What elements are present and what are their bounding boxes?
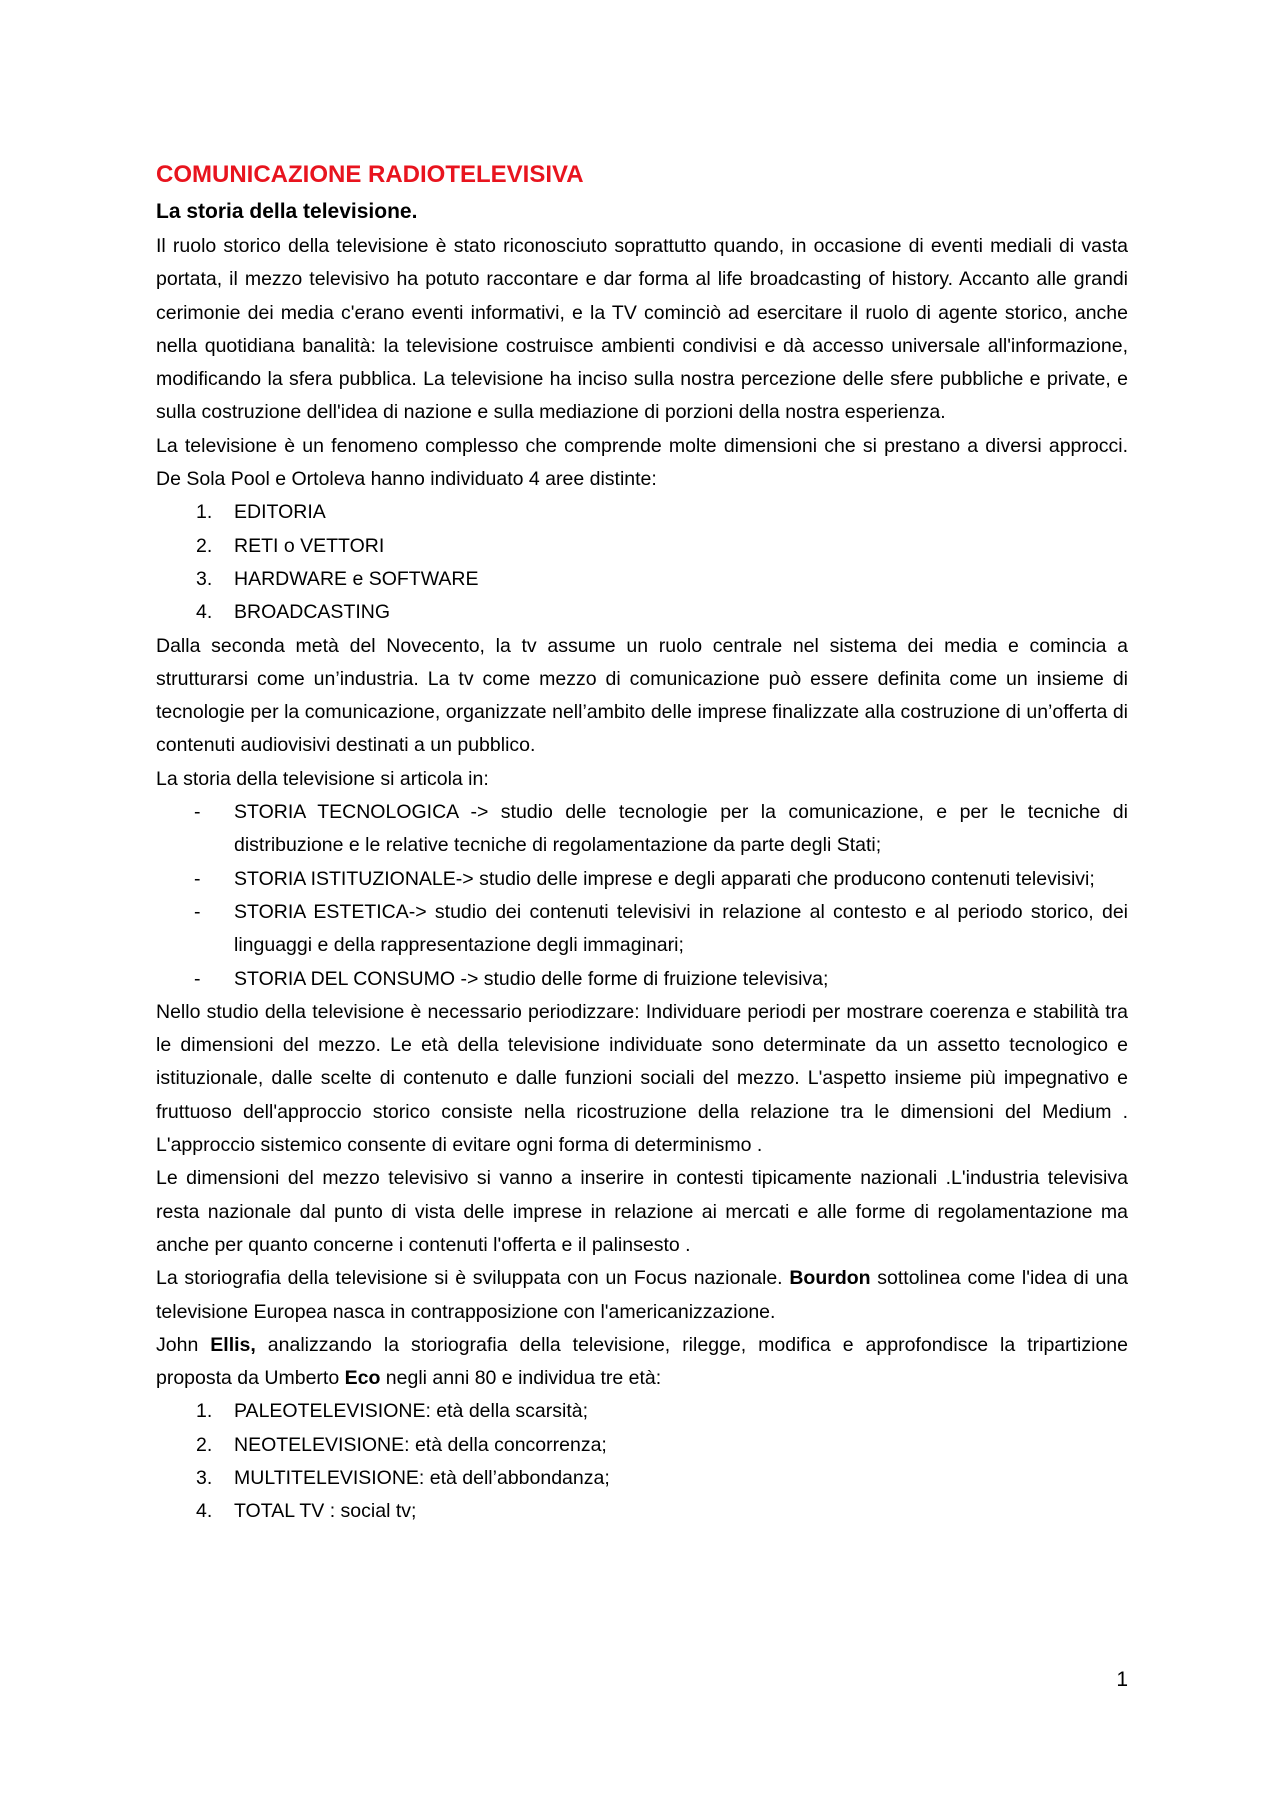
text-run: John	[156, 1333, 211, 1356]
list-item-text: STORIA ESTETICA-> studio dei contenuti televisivi in relazione al contesto e al periodo storico, dei linguaggi e della rappresentazione degli immaginari;	[234, 900, 1128, 957]
author-name-ellis: Ellis,	[210, 1333, 256, 1356]
paragraph-intro: Il ruolo storico della televisione è stato riconosciuto soprattutto quando, in occasione di eventi mediali di vasta portata, il mezzo televisivo ha potuto raccontare e dar forma al life broadcasting of history. Accanto alle grandi cerimonie dei media c'erano eventi informativi, e la TV cominciò ad esercitare il ruolo di agente storico, anche nella quotidiana banalità: la televisione costruisce ambienti condivisi e dà accesso universale all'informazione, modificando la sfera pubblica. La televisione ha inciso sulla nostra percezione delle sfere pubbliche e private, e sulla costruzione dell'idea di nazione e sulla mediazione di porzioni della nostra esperienza.	[156, 235, 1128, 424]
author-name-eco: Eco	[344, 1367, 381, 1390]
section-heading: La storia della televisione.	[156, 200, 418, 223]
list-item	[156, 596, 1128, 629]
list-item-text: HARDWARE e SOFTWARE	[234, 567, 479, 590]
list-dash: -	[194, 900, 201, 923]
author-name-bourdon: Bourdon	[789, 1267, 871, 1290]
list-item	[156, 496, 1128, 529]
paragraph-areas-intro: La televisione è un fenomeno complesso che comprende molte dimensioni che si prestano a diversi approcci. De Sola Pool e Ortoleva hanno individuato 4 aree distinte:	[156, 434, 1128, 491]
list-item-text: RETI o VETTORI	[234, 534, 385, 557]
paragraph-industry: Dalla seconda metà del Novecento, la tv assume un ruolo centrale nel sistema dei media e comincia a strutturarsi come un’industria. La tv come mezzo di comunicazione può essere definita come un insieme di tecnologie per la comunicazione, organizzate nell’ambito delle imprese finalizzate alla costruzione di un’offerta di contenuti audiovisivi destinati a un pubblico.	[156, 634, 1128, 757]
paragraph-periodization: Nello studio della televisione è necessario periodizzare: Individuare periodi per mostrare coerenza e stabilità tra le dimensioni del mezzo. Le età della televisione individuate sono determinate da un assetto tecnologico e istituzionale, dalle scelte di contenuto e dalle funzioni sociali del mezzo. L'aspetto insieme più impegnativo e fruttuoso dell'approccio storico consiste nella ricostruzione della relazione tra le dimensioni del Medium . L'approccio sistemico consente di evitare ogni forma di determinismo .	[156, 1000, 1128, 1157]
list-item-text: TOTAL TV : social tv;	[234, 1500, 417, 1523]
list-item-text: STORIA ISTITUZIONALE-> studio delle imprese e degli apparati che producono contenuti televisivi;	[234, 867, 1095, 890]
list-item-text: EDITORIA	[234, 501, 326, 524]
list-number: 4.	[196, 1500, 213, 1523]
ages-list	[156, 1395, 1128, 1528]
list-item	[156, 896, 1128, 963]
text-run: sottolinea come l'idea di una televisione Europea nasca in contrapposizione con l'americanizzazione.	[156, 1267, 1128, 1323]
list-dash: -	[194, 867, 201, 890]
list-item	[156, 963, 1128, 996]
list-item	[156, 1395, 1128, 1428]
text-run: La storiografia della televisione si è sviluppata con un Focus nazionale.	[156, 1267, 790, 1290]
list-number: 2.	[196, 534, 213, 557]
document-title: COMUNICAZIONE RADIOTELEVISIVA	[156, 161, 584, 188]
list-number: 3.	[196, 1466, 213, 1489]
list-number: 3.	[196, 567, 213, 590]
document-body	[156, 156, 1128, 1529]
paragraph-history-intro: La storia della televisione si articola in:	[156, 767, 489, 790]
page-number: 1	[1116, 1668, 1128, 1691]
list-number: 2.	[196, 1433, 213, 1456]
histories-list	[156, 796, 1128, 996]
list-item-text: STORIA DEL CONSUMO -> studio delle forme di fruizione televisiva;	[234, 967, 829, 990]
list-item	[156, 796, 1128, 863]
paragraph-national: Le dimensioni del mezzo televisivo si vanno a inserire in contesti tipicamente nazionali .L'industria televisiva resta nazionale dal punto di vista delle imprese in relazione ai mercati e alle forme di regolamentazione ma anche per quanto concerne i contenuti l'offerta e il palinsesto .	[156, 1167, 1128, 1256]
list-item	[156, 530, 1128, 563]
areas-list	[156, 496, 1128, 629]
list-item	[156, 563, 1128, 596]
list-item	[156, 1462, 1128, 1495]
list-item-text: PALEOTELEVISIONE: età della scarsità;	[234, 1400, 589, 1423]
list-dash: -	[194, 801, 201, 824]
paragraph-ellis	[156, 1329, 1128, 1396]
list-item-text: BROADCASTING	[234, 601, 391, 624]
text-run: negli anni 80 e individua tre età:	[380, 1367, 662, 1390]
list-item	[156, 1429, 1128, 1462]
paragraph-bourdon	[156, 1262, 1128, 1329]
list-item	[156, 1495, 1128, 1528]
list-item	[156, 863, 1128, 896]
list-number: 4.	[196, 601, 213, 624]
list-dash: -	[194, 967, 201, 990]
text-run: analizzando la storiografia della televisione, rilegge, modifica e approfondisce la tripartizione proposta da Umberto	[156, 1333, 1128, 1390]
list-item-text: MULTITELEVISIONE: età dell’abbondanza;	[234, 1466, 610, 1489]
list-number: 1.	[196, 1400, 213, 1423]
list-item-text: NEOTELEVISIONE: età della concorrenza;	[234, 1433, 607, 1456]
list-number: 1.	[196, 501, 213, 524]
list-item-text: STORIA TECNOLOGICA -> studio delle tecnologie per la comunicazione, e per le tecniche di distribuzione e le relative tecniche di regolamentazione da parte degli Stati;	[234, 801, 1128, 857]
